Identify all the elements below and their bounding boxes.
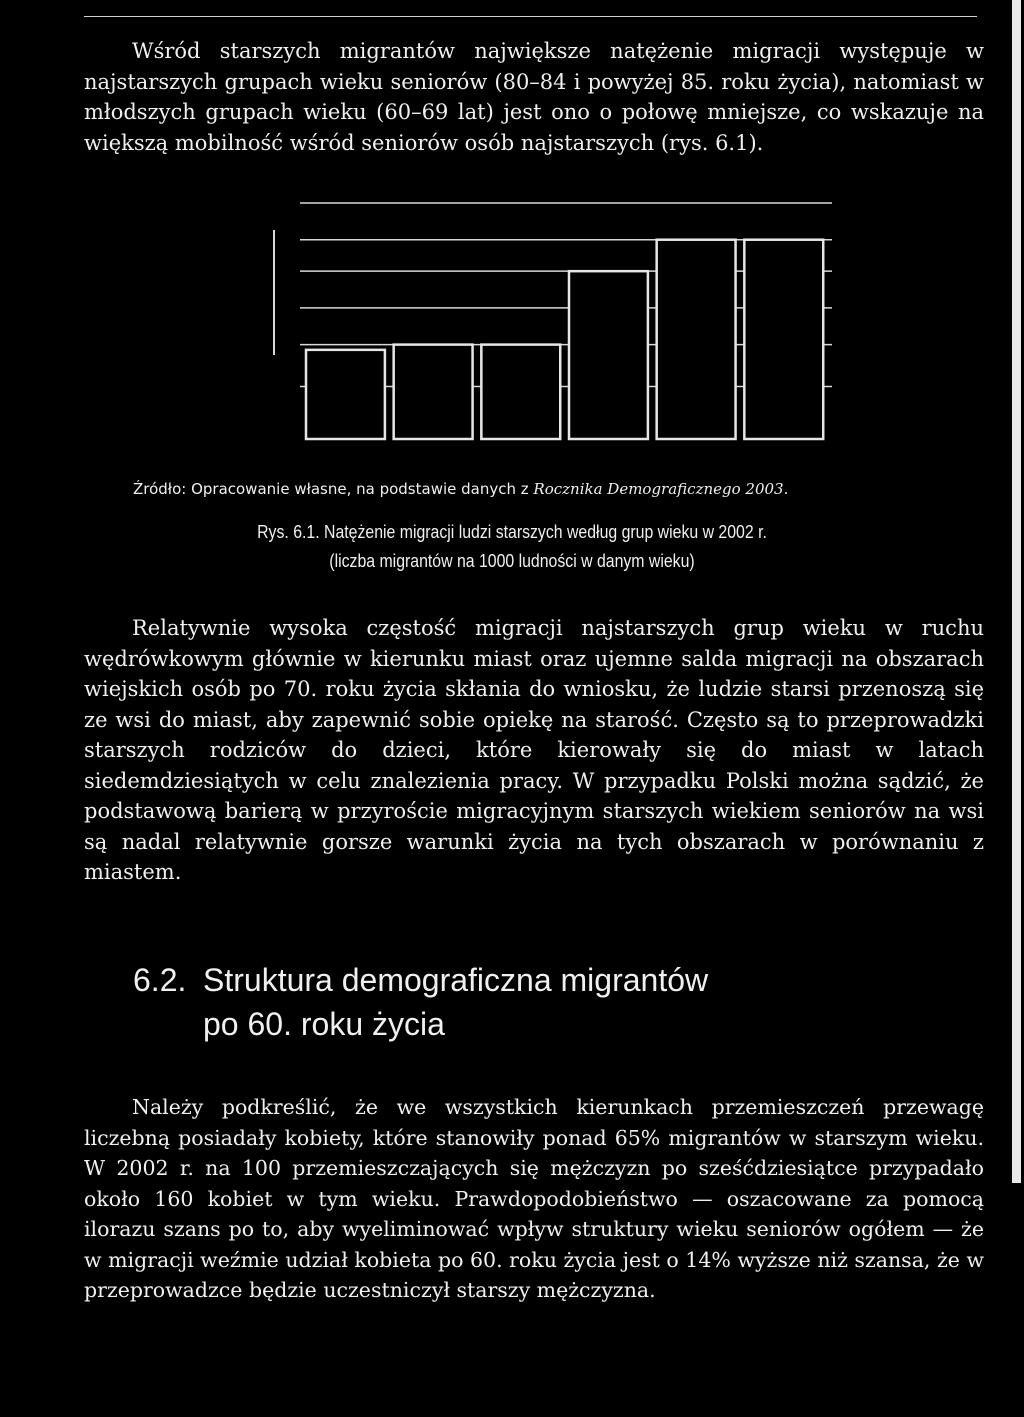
section-title-line1: Struktura demograficzna migrantów [203, 962, 709, 998]
paragraph-text: Należy podkreślić, że we wszystkich kierunkach przemieszczeń przewagę liczebną posiadały kobiety, które stanowiły ponad 65% migrantów w starszym wieku. W 2002 r. na 100 przemieszczających się mężczyzn po sześćdziesiątce przypadało około 160 kobiet w tym wieku. Prawdopodobieństwo — oszacowane za pomocą ilorazu szans po to, aby wyeliminować wpływ struktury wieku seniorów ogółem — że w migracji weźmie udział kobieta po 60. roku życia jest o 14% wyższe niż szansa, że w przeprowadzce będzie uczestniczył starszy mężczyzna. [84, 1095, 984, 1302]
bar [394, 345, 473, 439]
figure-source [133, 480, 973, 498]
bar [569, 271, 648, 439]
source-title: Rocznika Demograficznego 2003. [533, 480, 789, 498]
source-text: Źródło: Opracowanie własne, na podstawie danych z [133, 480, 534, 498]
section-title-line2: po 60. roku życia [203, 1006, 445, 1042]
paragraph-text: Relatywnie wysoka częstość migracji najstarszych grup wieku w ruchu wędrówkowym głównie w kierunku miast oraz ujemne salda migracji na obszarach wiejskich osób po 70. roku życia skłania do wniosku, że ludzie starsi przenoszą się ze wsi do miast, aby zapewnić sobie opiekę na starość. Często są to przeprowadzki starszych rodziców do dzieci, które kierowały się do miast w latach siedemdziesiątych w celu znalezienia pracy. W przypadku Polski można sądzić, że podstawową barierą w przyroście migracyjnym starszych wiekiem seniorów na wsi są nadal relatywnie gorsze warunki życia na tych obszarach w porównaniu z miastem. [84, 616, 984, 884]
bar [306, 350, 385, 439]
paragraph-closing [84, 1092, 984, 1306]
bar [744, 240, 823, 439]
paragraph-intro [84, 36, 984, 158]
migration-bar-chart [270, 195, 840, 445]
paragraph-body [84, 613, 984, 888]
figure-subcaption: (liczba migrantów na 1000 ludności w danym wieku) [329, 551, 695, 571]
section-heading [133, 958, 708, 1046]
page-edge [1012, 0, 1021, 1183]
paragraph-text: Wśród starszych migrantów największe natężenie migracji występuje w najstarszych grupach wieku seniorów (80–84 i powyżej 85. roku życia), natomiast w młodszych grupach wieku (60–69 lat) jest ono o połowę mniejsze, co wskazuje na większą mobilność wśród seniorów osób najstarszych (rys. 6.1). [84, 39, 984, 155]
section-number: 6.2. [133, 962, 187, 998]
bar [657, 240, 736, 439]
top-rule [84, 16, 977, 17]
bar [481, 345, 560, 439]
figure-caption: Rys. 6.1. Natężenie migracji ludzi starszych według grup wieku w 2002 r. [257, 522, 767, 542]
